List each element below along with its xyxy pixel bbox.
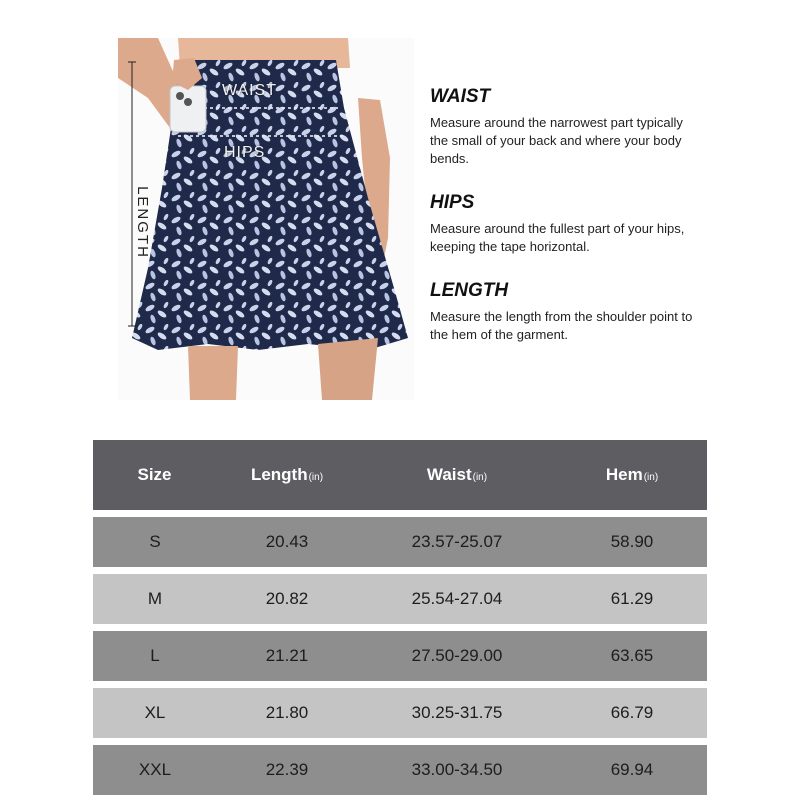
header-hem: Hem(in) <box>605 465 659 484</box>
cell-length: 22.39 <box>265 760 309 779</box>
guide-waist-title: WAIST <box>430 86 491 107</box>
waist-measure-label: WAIST <box>222 82 278 99</box>
cell-length: 21.21 <box>265 646 309 665</box>
table-row <box>93 688 707 738</box>
length-measure-label: LENGTH <box>133 186 151 259</box>
header-size: Size <box>137 465 172 484</box>
guide-length-title: LENGTH <box>430 280 509 301</box>
guide-waist <box>430 86 700 168</box>
cell-hem: 69.94 <box>610 760 654 779</box>
cell-length: 20.82 <box>265 589 309 608</box>
table-row <box>93 517 707 567</box>
cell-hem: 58.90 <box>610 532 654 551</box>
cell-hem: 66.79 <box>610 703 654 722</box>
cell-hem: 63.65 <box>610 646 654 665</box>
product-photo <box>118 38 414 400</box>
cell-waist: 23.57-25.07 <box>411 532 503 551</box>
size-chart-table <box>93 440 707 795</box>
cell-waist: 33.00-34.50 <box>411 760 503 779</box>
cell-waist: 30.25-31.75 <box>411 703 503 722</box>
header-waist: Waist(in) <box>426 465 488 484</box>
cell-size: XL <box>144 703 166 722</box>
cell-length: 20.43 <box>265 532 309 551</box>
table-row <box>93 631 707 681</box>
table-row <box>93 574 707 624</box>
guide-hips <box>430 192 700 256</box>
hips-measure-label: HIPS <box>224 144 266 161</box>
cell-waist: 25.54-27.04 <box>411 589 503 608</box>
cell-length: 21.80 <box>265 703 309 722</box>
cell-size: L <box>150 646 160 665</box>
guide-hips-text: Measure around the fullest part of your hips, keeping the tape horizontal. <box>430 221 685 254</box>
guide-waist-text: Measure around the narrowest part typically the small of your back and where your body bends. <box>430 115 683 166</box>
guide-length <box>430 280 700 344</box>
cell-size: XXL <box>138 760 172 779</box>
cell-size: M <box>147 589 163 608</box>
cell-waist: 27.50-29.00 <box>411 646 503 665</box>
header-length: Length(in) <box>250 465 324 484</box>
guide-length-text: Measure the length from the shoulder point to the hem of the garment. <box>430 309 693 342</box>
cell-hem: 61.29 <box>610 589 654 608</box>
cell-size: S <box>149 532 161 551</box>
guide-hips-title: HIPS <box>430 192 475 213</box>
table-header <box>93 440 707 510</box>
table-row <box>93 745 707 795</box>
